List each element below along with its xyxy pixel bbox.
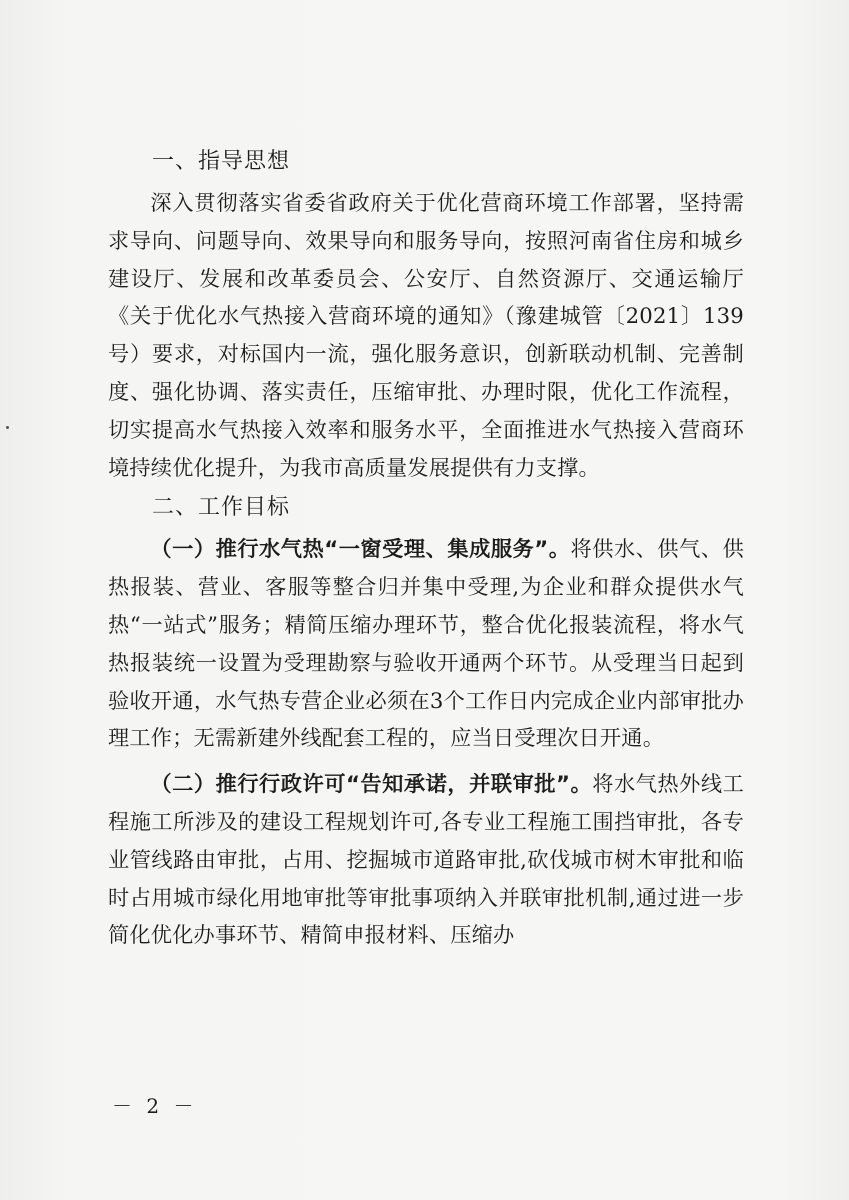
section-heading-work-goals: 二、工作目标 [152,495,291,521]
paragraph-goal-two [108,765,744,954]
paragraph-lead-bold: （一）推行水气热“一窗受理、集成服务”。 [150,536,571,562]
scan-speck [6,426,9,429]
page-number: － 2 － [112,1094,198,1118]
paragraph-lead-bold: （二）推行行政许可“告知承诺，并联审批”。 [150,771,593,797]
paragraph-guiding-thought [108,184,744,486]
paragraph-text: 将供水、供气、供热报装、营业、客服等整合归并集中受理,为企业和群众提供水气热“一站式”服务；精简压缩办理环节，整合优化报装流程，将水气热报装统一设置为受理勘察与验收开通两个环节。从受理当日起到验收开通，水气热专营企业必须在3个工作日内完成企业内部审批办理工作；无需新建外线配套工程的，应当日受理次日开通。 [108,536,744,751]
document-body [108,140,744,954]
paragraph-text: 深入贯彻落实省委省政府关于优化营商环境工作部署，坚持需求导向、问题导向、效果导向和服务导向，按照河南省住房和城乡建设厅、发展和改革委员会、公安厅、自然资源厅、交通运输厅《关于优化水气热接入营商环境的通知》（豫建城管〔2021〕139号）要求，对标国内一流，强化服务意识，创新联动机制、完善制度、强化协调、落实责任，压缩审批、办理时限，优化工作流程，切实提高水气热接入效率和服务水平，全面推进水气热接入营商环境持续优化提升，为我市高质量发展提供有力支撑。 [108,190,744,480]
paragraph-goal-one [108,530,744,757]
section-heading-guiding-thought: 一、指导思想 [152,149,291,174]
paragraph-text: 将水气热外线工程施工所涉及的建设工程规划许可,各专业工程施工围挡审批，各专业管线路由审批，占用、挖掘城市道路审批,砍伐城市树木审批和临时占用城市绿化用地审批等审批事项纳入并联审批机制,通过进一步简化优化办事环节、精简申报材料、压缩办 [108,771,744,948]
